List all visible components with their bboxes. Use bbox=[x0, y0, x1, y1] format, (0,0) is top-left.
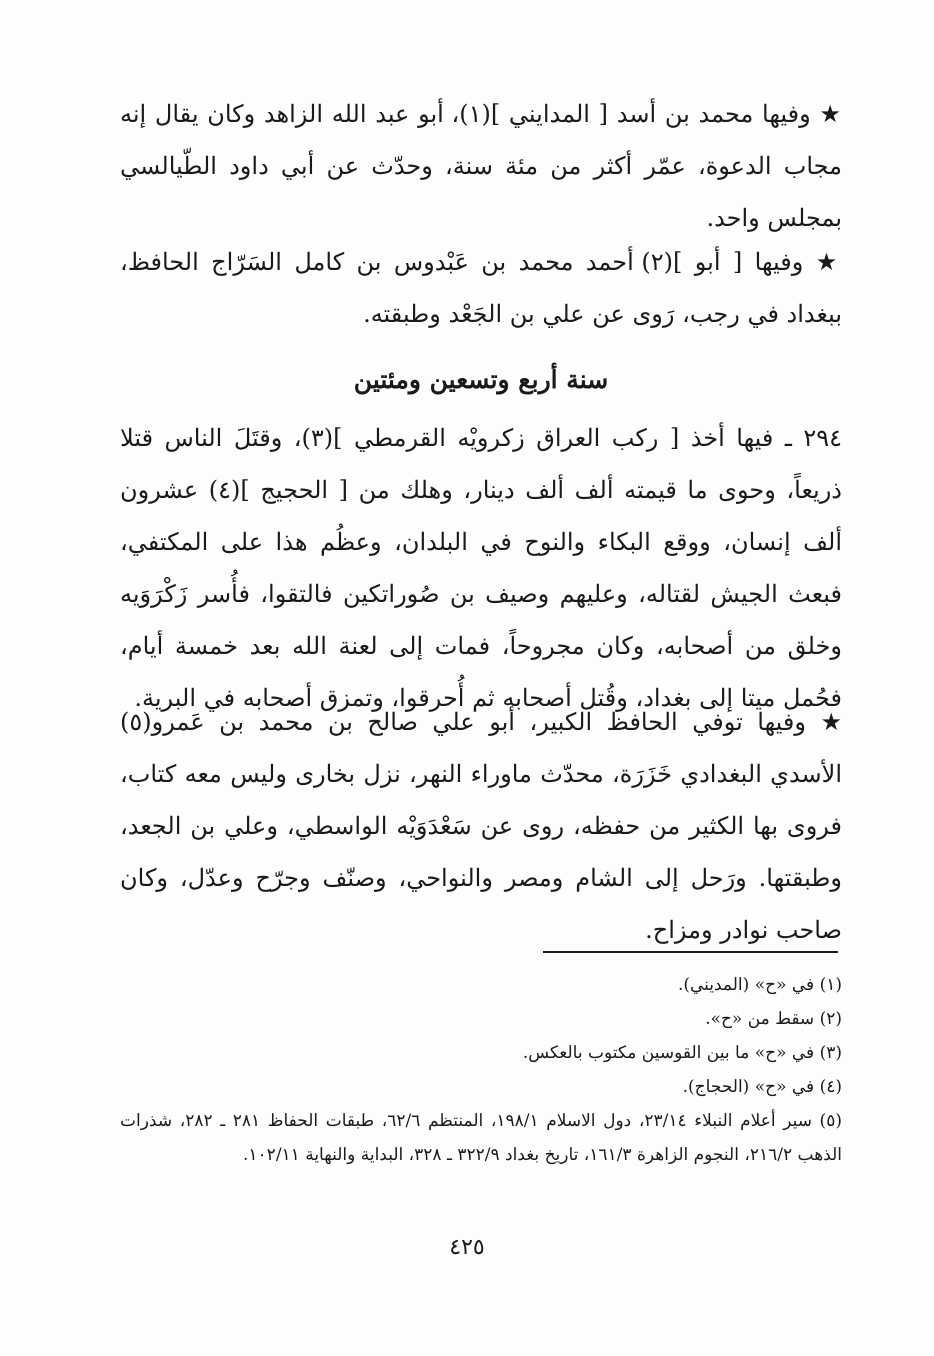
paragraph-294: ٢٩٤ ـ فيها أخذ [ ركب العراق زكرويْه القرمطي ](٣)، وقتَلَ الناس قتلا ذريعاً، وحوى ما قيمته ألف ألف دينار، وهلك من [ الحجيج ](٤) عشرون ألف إنسان، ووقع البكاء والنوح في البلدان، وعظُم هذا على المكتفي، فبعث الجيش لقتاله، وعليهم وصيف بن صُوراتكين فالتقوا، فأُسر زَكْرَوَيه وخلق من أصحابه، وكان مجروحاً، فمات إلى لعنة الله بعد خمسة أيام، فحُمل ميتا إلى بغداد، وقُتل أصحابه ثم أُحرقوا، وتمزق أصحابه في البرية. bbox=[120, 424, 843, 712]
footnote-1: (١) في «ح» (المديني). bbox=[677, 975, 842, 995]
footnotes bbox=[120, 968, 842, 1172]
page-number: ٤٢٥ bbox=[449, 1235, 485, 1260]
footnote-divider bbox=[543, 951, 838, 953]
footnote-2: (٢) سقط من «ح». bbox=[705, 1009, 842, 1029]
footnote-5: (٥) سير أعلام النبلاء ٢٣/١٤، دول الاسلام ١٩٨/١، المنتظم ٦٢/٦، طبقات الحفاظ ٢٨١ ـ ٢٨٢، شذرات الذهب ٢١٦/٢، النجوم الزاهرة ١٦١/٣، تاريخ بغداد ٣٢٢/٩ ـ ٣٢٨، البداية والنهاية ١٠٢/١١. bbox=[120, 1111, 842, 1165]
paragraph-muhammad-ibn-asad: ★ وفيها محمد بن أسد [ المدايني ](١)، أبو عبد الله الزاهد وكان يقال إنه مجاب الدعوة، عمّر أكثر من مئة سنة، وحدّث عن أبي داود الطّيالسي بمجلس واحد. bbox=[120, 100, 842, 232]
footnote-4: (٤) في «ح» (الحجاج). bbox=[682, 1077, 842, 1097]
footnote-3: (٣) في «ح» ما بين القوسين مكتوب بالعكس. bbox=[522, 1043, 842, 1063]
paragraph-ahmad-ibn-abdus: ★ وفيها [ أبو ](٢) أحمد محمد بن عَبْدوس بن كامل السَرّاج الحافظ، ببغداد في رجب، رَوى عن علي بن الجَعْد وطبقته. bbox=[120, 248, 843, 328]
paragraph-salih-ibn-muhammad: ★ وفيها توفي الحافظ الكبير، أبو علي صالح بن محمد بن عَمرو(٥) الأسدي البغدادي خَزَرَة، محدّث ماوراء النهر، نزل بخارى وليس معه كتاب، فروى بها الكثير من حفظه، روى عن سَعْدَوَيْه الواسطي، وعلي بن الجعد، وطبقتها. ورَحل إلى الشام ومصر والنواحي، وصنّف وجرّح وعدّل، وكان صاحب نوادر ومزاح. bbox=[120, 708, 842, 944]
year-heading: سنة أربع وتسعين ومئتين bbox=[353, 365, 609, 394]
